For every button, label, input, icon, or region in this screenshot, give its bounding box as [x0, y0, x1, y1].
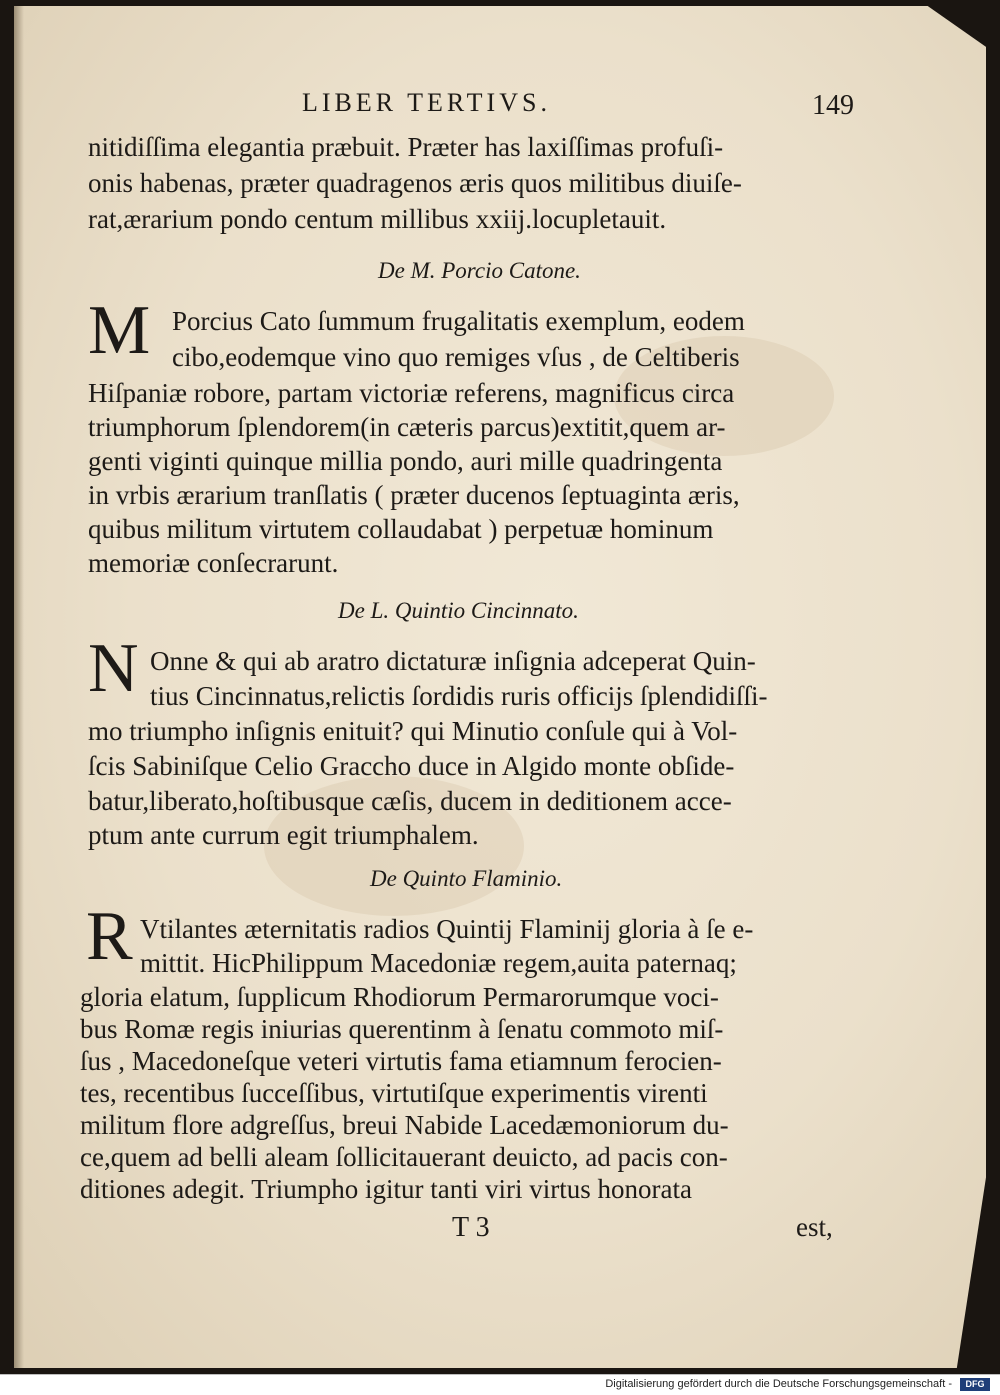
footer-credit: Digitalisierung gefördert durch die Deutsche Forschungsgemeinschaft - — [605, 1378, 952, 1390]
text-line: bus Romæ regis iniurias querentinm à ſenatu commoto miſ- — [80, 1014, 724, 1044]
text-line: rat,ærarium pondo centum millibus xxiij.locupletauit. — [88, 204, 667, 234]
catchword: est, — [796, 1212, 833, 1242]
text-line: nitidiſſima elegantia præbuit. Præter has laxiſſimas profuſi- — [88, 132, 724, 162]
page-gutter-shadow — [14, 6, 24, 1368]
text-line: ſus , Macedoneſque veteri virtutis fama etiamnum ferocien- — [80, 1046, 722, 1076]
text-line: tius Cincinnatus,relictis ſordidis ruris officijs ſplendidiſſi- — [150, 681, 768, 711]
text-line: onis habenas, præter quadragenos æris quos militibus diuiſe- — [88, 168, 742, 198]
signature-mark: T 3 — [452, 1212, 490, 1243]
section-heading: De Quinto Flaminio. — [370, 866, 563, 891]
text-line: in vrbis ærarium tranſlatis ( præter ducenos ſeptuaginta æris, — [88, 480, 740, 510]
section-heading: De L. Quintio Cincinnato. — [338, 598, 579, 623]
text-line: batur,liberato,hoſtibusque cæſis, ducem in deditionem acce- — [88, 786, 732, 816]
text-line: Hiſpaniæ robore, partam victoriæ referens, magnificus circa — [88, 378, 735, 408]
text-line: militum flore adgreſſus, breui Nabide Lacedæmoniorum du- — [80, 1110, 729, 1140]
text-line: tes, recentibus ſucceſſibus, virtutiſque experimentis virenti — [80, 1078, 708, 1108]
text-line: mittit. HicPhilippum Macedoniæ regem,auita paternaq; — [140, 948, 737, 978]
text-line: Vtilantes æternitatis radios Quintij Flaminij gloria à ſe e- — [140, 914, 754, 944]
text-line: triumphorum ſplendorem(in cæteris parcus)extitit,quem ar- — [88, 412, 726, 442]
section-heading: De M. Porcio Catone. — [378, 258, 581, 283]
text-line: gloria elatum, ſupplicum Rhodiorum Permarorumque voci- — [80, 982, 719, 1012]
dfg-logo: DFG — [960, 1378, 990, 1391]
running-head: LIBER TERTIVS. — [302, 88, 551, 117]
text-line: Porcius Cato ſummum frugalitatis exemplum, eodem — [172, 306, 745, 336]
text-line: ſcis Sabiniſque Celio Graccho duce in Algido monte obſide- — [88, 751, 735, 781]
text-line: mo triumpho inſignis enituit? qui Minutio conſule qui à Vol- — [88, 716, 738, 746]
drop-cap: R — [86, 898, 133, 975]
text-line: ditiones adegit. Triumpho igitur tanti viri virtus honorata — [80, 1174, 692, 1204]
text-line: quibus militum virtutem collaudabat ) perpetuæ hominum — [88, 514, 714, 544]
text-line: cibo,eodemque vino quo remiges vſus , de Celtiberis — [172, 342, 740, 372]
drop-cap: N — [88, 630, 139, 707]
text-line: Onne & qui ab aratro dictaturæ inſignia adceperat Quin- — [150, 646, 756, 676]
digitization-footer — [0, 1374, 1000, 1395]
drop-cap: M — [88, 292, 151, 369]
text-line: ce,quem ad belli aleam ſollicitauerant deuicto, ad pacis con- — [80, 1142, 728, 1172]
text-line: genti viginti quinque millia pondo, auri mille quadringenta — [88, 446, 723, 476]
page-number: 149 — [812, 90, 854, 121]
text-line: ptum ante currum egit triumphalem. — [88, 820, 479, 850]
text-line: memoriæ conſecrarunt. — [88, 548, 339, 578]
